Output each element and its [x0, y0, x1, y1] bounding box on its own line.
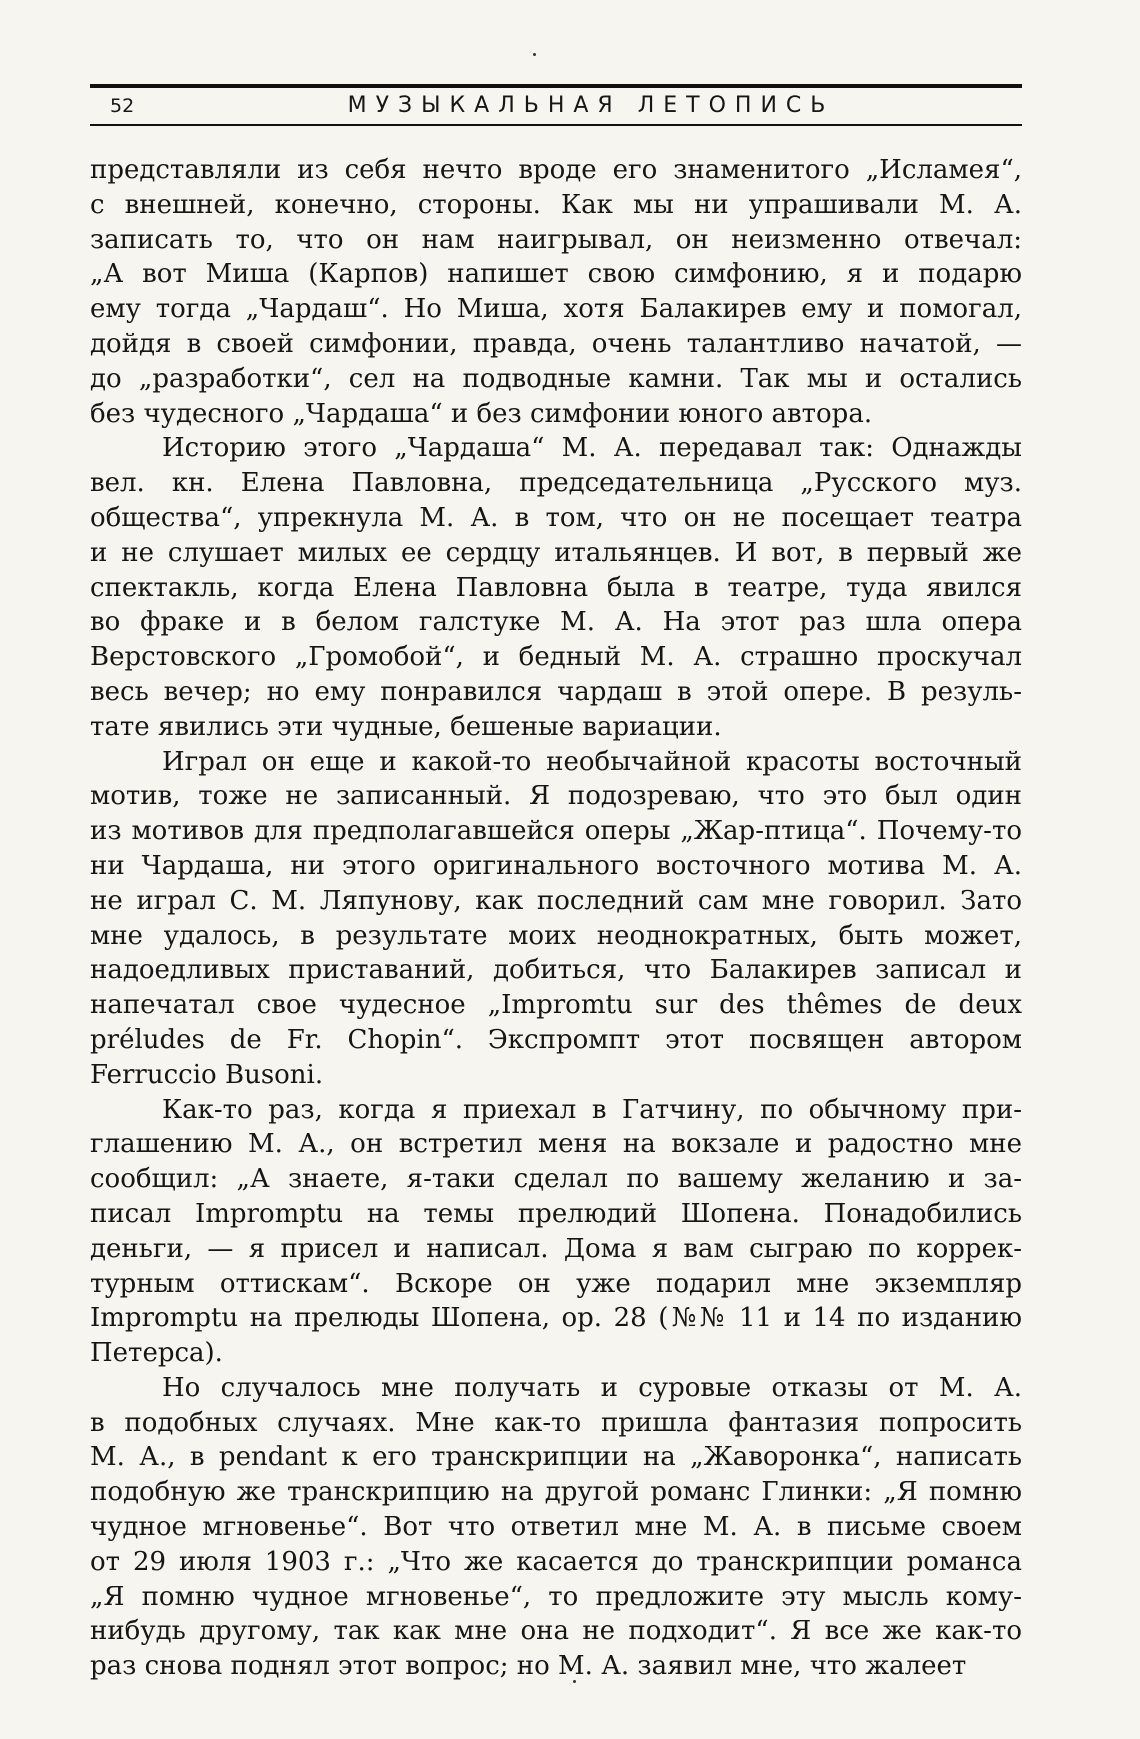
text-line: нибудь другому, так как мне она не подходит“. Я все же как-то — [90, 1616, 1022, 1647]
text-line: без чудесного „Чардаша“ и без симфонии юного автора. — [90, 398, 873, 429]
text-line: Верстовского „Громобой“, и бедный М. А. страшно проскучал — [90, 642, 1022, 673]
header-rule-bottom — [90, 124, 1022, 126]
text-line: деньги, — я присел и написал. Дома я вам сыграю по коррек- — [90, 1233, 1022, 1264]
text-line: дойдя в своей симфонии, правда, очень талантливо начатой, — — [90, 328, 1022, 359]
text-line: подобную же транскрипцию на другой романс Глинки: „Я помню — [90, 1477, 1022, 1508]
text-line: Ferruccio Busoni. — [90, 1059, 324, 1090]
text-line: в подобных случаях. Мне как-то пришла фантазия попросить — [90, 1407, 1022, 1438]
page-number: 52 — [110, 95, 135, 117]
text-line: глашению М. А., он встретил меня на вокзале и радостно мне — [90, 1129, 1022, 1160]
text-line: мне удалось, в результате моих неоднократных, быть может, — [90, 920, 1022, 951]
text-line: Историю этого „Чардаша“ М. А. передавал так: Однажды — [162, 433, 1022, 464]
text-line: представляли из себя нечто вроде его знаменитого „Исламея“, — [90, 155, 1022, 185]
paragraph — [90, 153, 1022, 431]
text-line: турным оттискам“. Вскоре он уже подарил мне экземпляр — [90, 1268, 1022, 1299]
text-line: писал Impromptu на темы прелюдий Шопена. Понадобились — [90, 1198, 1022, 1229]
text-line: не играл С. М. Ляпунову, как последний сам мне говорил. Зато — [90, 885, 1022, 916]
text-line: надоедливых приставаний, добиться, что Балакирев записал и — [90, 955, 1022, 986]
print-speck — [533, 53, 536, 56]
text-line: с внешней, конечно, стороны. Как мы ни упрашивали М. А. — [90, 189, 1022, 220]
text-line: Как-то раз, когда я приехал в Гатчину, по обычному при- — [162, 1094, 1022, 1125]
page-header — [90, 84, 1022, 126]
text-line: тате явились эти чудные, бешеные вариации. — [90, 711, 722, 742]
text-line: Но случалось мне получать и суровые отказы от М. А. — [162, 1372, 1022, 1403]
text-line: раз снова поднял этот вопрос; но М. А. заявил мне, что жалеет — [90, 1651, 967, 1682]
body-text — [90, 153, 1022, 1684]
text-line: весь вечер; но ему понравился чардаш в этой опере. В резуль- — [90, 676, 1022, 707]
text-line: от 29 июля 1903 г.: „Что же касается до транскрипции романса — [90, 1546, 1022, 1577]
text-line: до „разработки“, сел на подводные камни. Так мы и остались — [90, 363, 1022, 394]
text-line: мотив, тоже не записанный. Я подозреваю, что это был один — [90, 781, 1022, 812]
text-line: записать то, что он нам наигрывал, он неизменно отвечал: — [90, 224, 1022, 255]
paragraph — [90, 431, 1022, 744]
text-line: во фраке и в белом галстуке М. А. На этот раз шла опера — [90, 607, 1022, 638]
paragraph — [90, 745, 1022, 1093]
text-line: вел. кн. Елена Павловна, председательница „Русского муз. — [90, 468, 1022, 499]
text-line: спектакль, когда Елена Павловна была в театре, туда явился — [90, 572, 1022, 603]
text-line: „А вот Миша (Карпов) напишет свою симфонию, я и подарю — [90, 259, 1022, 290]
text-line: общества“, упрекнула М. А. в том, что он не посещает театра — [90, 502, 1022, 533]
text-line: Петерса). — [90, 1338, 223, 1369]
text-line: чудное мгновенье“. Вот что ответил мне М. А. в письме своем — [90, 1512, 1022, 1543]
text-line: напечатал свое чудесное „Impromtu sur des thêmes de deux — [90, 990, 1022, 1021]
text-line: „Я помню чудное мгновенье“, то предложите эту мысль кому- — [90, 1581, 1022, 1612]
text-line: Играл он еще и какой-то необычайной красоты восточный — [162, 746, 1022, 777]
running-title: МУЗЫКАЛЬНАЯ ЛЕТОПИСЬ — [347, 93, 835, 118]
paragraph — [90, 1371, 1022, 1684]
text-line: ни Чардаша, ни этого оригинального восточного мотива М. А. — [90, 850, 1022, 881]
paragraph — [90, 1093, 1022, 1371]
text-line: сообщил: „А знаете, я-таки сделал по вашему желанию и за- — [90, 1164, 1022, 1195]
text-line: ему тогда „Чардаш“. Но Миша, хотя Балакирев ему и помогал, — [90, 294, 1022, 325]
text-line: М. А., в pendant к его транскрипции на „Жаворонка“, написать — [90, 1442, 1022, 1473]
text-line: préludes de Fr. Chopin“. Экспромпт этот посвящен автором — [90, 1024, 1022, 1055]
text-line: и не слушает милых ее сердцу итальянцев. И вот, в первый же — [90, 537, 1022, 568]
text-line: Impromptu на прелюды Шопена, ор. 28 (№№ 11 и 14 по изданию — [90, 1303, 1022, 1334]
text-line: из мотивов для предполагавшейся оперы „Жар-птица“. Почему-то — [90, 816, 1022, 847]
